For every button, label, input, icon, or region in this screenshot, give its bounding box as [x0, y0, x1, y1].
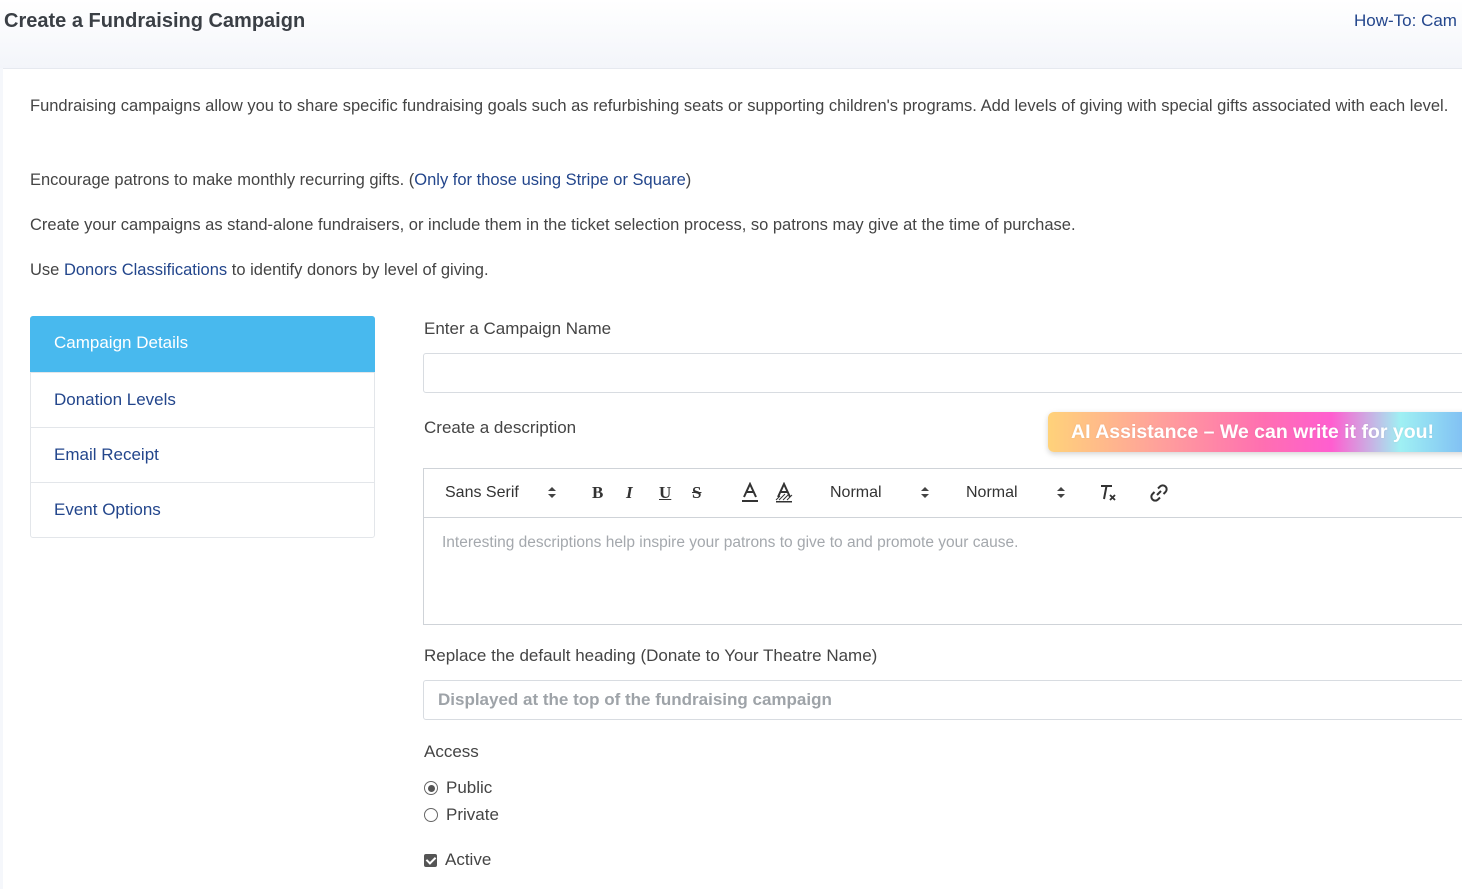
heading-label: Replace the default heading (Donate to Your Theatre Name) — [424, 646, 878, 665]
tab-campaign-details[interactable]: Campaign Details — [30, 316, 375, 372]
donors-classifications-link[interactable]: Donors Classifications — [63, 261, 228, 279]
header-select-arrow-icon — [1057, 487, 1065, 499]
ai-assistance-button[interactable]: AI Assistance – We can write it for you! — [1048, 412, 1462, 452]
intro-paragraph-1: Fundraising campaigns allow you to share specific fundraising goals such as refurbishing seats or supporting children's programs. Add levels of giving with special gifts associated with each level. — [30, 97, 1449, 115]
intro-p2-prefix: Encourage patrons to make monthly recurring gifts. ( — [30, 171, 415, 189]
private-radio[interactable] — [424, 808, 438, 822]
intro-p4-prefix: Use — [30, 261, 64, 279]
howto-link[interactable]: How-To: Cam — [1354, 11, 1457, 30]
header-select[interactable] — [966, 469, 1018, 517]
active-option[interactable] — [424, 850, 491, 870]
access-public-option[interactable] — [424, 778, 492, 798]
public-radio[interactable] — [424, 781, 438, 795]
public-radio-label: Public — [446, 778, 493, 797]
italic-button[interactable]: I — [626, 483, 633, 502]
header-select-value: Normal — [966, 484, 1018, 501]
content-card — [3, 68, 1462, 889]
background-color-icon[interactable] — [774, 469, 794, 517]
active-checkbox[interactable] — [424, 854, 437, 867]
tab-donation-levels[interactable]: Donation Levels — [31, 372, 374, 427]
private-radio-label: Private — [446, 805, 499, 824]
intro-paragraph-4 — [30, 257, 1462, 284]
intro-p4-suffix: to identify donors by level of giving. — [227, 261, 489, 279]
page-header — [0, 0, 1462, 68]
access-label: Access — [424, 742, 479, 761]
size-select-arrow-icon — [921, 487, 929, 499]
strike-button[interactable]: S — [692, 483, 702, 502]
font-select-arrow-icon — [548, 487, 556, 499]
tab-event-options[interactable]: Event Options — [31, 482, 374, 537]
font-select[interactable] — [445, 469, 519, 517]
campaign-name-label: Enter a Campaign Name — [424, 319, 612, 338]
heading-input[interactable] — [423, 680, 1462, 720]
tab-email-receipt[interactable]: Email Receipt — [31, 427, 374, 482]
intro-p2-suffix: ) — [685, 171, 692, 189]
description-editor — [423, 468, 1462, 625]
text-color-icon[interactable] — [740, 469, 760, 517]
underline-button[interactable]: U — [659, 483, 672, 502]
size-select-value: Normal — [830, 484, 882, 501]
font-select-value: Sans Serif — [445, 484, 519, 501]
intro-paragraph-2 — [30, 167, 1462, 194]
link-icon[interactable] — [1149, 469, 1169, 517]
active-checkbox-label: Active — [445, 850, 492, 869]
page-title: Create a Fundraising Campaign — [4, 10, 306, 32]
editor-toolbar — [424, 469, 1462, 518]
stripe-square-link[interactable]: Only for those using Stripe or Square — [414, 171, 686, 189]
description-label: Create a description — [424, 418, 577, 437]
campaign-tabs — [30, 316, 375, 538]
campaign-name-input[interactable] — [423, 353, 1462, 393]
intro-paragraph-3: Create your campaigns as stand-alone fundraisers, or include them in the ticket selection process, so patrons may give at the time of purchase. — [30, 216, 1076, 234]
description-editor-body[interactable]: Interesting descriptions help inspire your patrons to give to and promote your cause. — [442, 534, 1019, 551]
clear-format-icon[interactable] — [1098, 469, 1118, 517]
bold-button[interactable]: B — [592, 483, 604, 502]
access-private-option[interactable] — [424, 805, 499, 825]
size-select[interactable] — [830, 469, 882, 517]
